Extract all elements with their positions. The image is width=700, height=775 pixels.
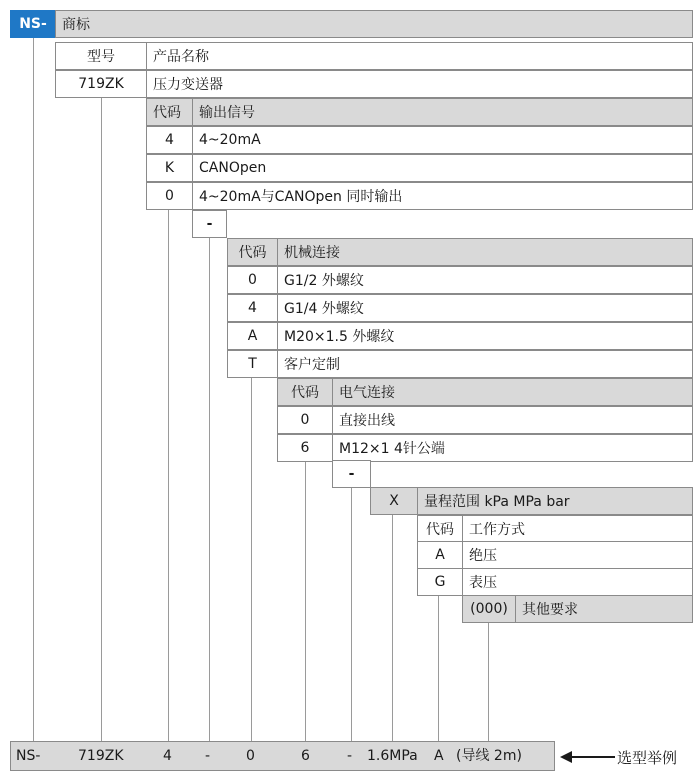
output-signal-label: CANOpen <box>192 154 693 182</box>
connector-line <box>209 238 210 741</box>
example-cell: NS- <box>16 748 41 764</box>
example-cell: - <box>347 748 353 764</box>
mechanical-label: G1/2 外螺纹 <box>277 266 693 294</box>
product-name-value: 压力变送器 <box>146 70 693 98</box>
model-value: 719ZK <box>55 70 147 98</box>
example-cell: 1.6MPa <box>367 748 418 764</box>
mechanical-title: 机械连接 <box>277 238 693 266</box>
connector-line <box>438 596 439 741</box>
electrical-code: 0 <box>277 406 333 434</box>
model-column-header: 型号 <box>55 42 147 70</box>
electrical-code: 6 <box>277 434 333 462</box>
output-signal-label: 4~20mA与CANOpen 同时输出 <box>192 182 693 210</box>
example-label: 选型举例 <box>617 748 678 767</box>
separator-cell: - <box>332 460 371 488</box>
brand-prefix-cell: NS- <box>10 10 56 38</box>
example-cell: A <box>434 748 444 764</box>
working-mode-code: A <box>417 541 463 569</box>
working-mode-code: G <box>417 568 463 596</box>
product-name-column-header: 产品名称 <box>146 42 693 70</box>
output-signal-title: 输出信号 <box>192 98 693 126</box>
range-label: 量程范围 kPa MPa bar <box>417 487 693 515</box>
connector-line <box>305 459 306 741</box>
arrow-left-icon <box>560 751 615 763</box>
example-cell: 0 <box>246 748 255 764</box>
electrical-label: M12×1 4针公端 <box>332 434 693 462</box>
working-mode-label: 表压 <box>462 568 693 596</box>
electrical-label: 直接出线 <box>332 406 693 434</box>
other-label: 其他要求 <box>515 595 693 623</box>
mechanical-code: A <box>227 322 278 350</box>
example-cell: - <box>205 748 211 764</box>
mechanical-label: 客户定制 <box>277 350 693 378</box>
range-code: X <box>370 487 418 515</box>
connector-line <box>101 97 102 741</box>
example-cell: 6 <box>301 748 310 764</box>
working-mode-code-header: 代码 <box>417 515 463 543</box>
other-code: (000) <box>462 595 516 623</box>
example-legend <box>560 746 677 768</box>
connector-line <box>251 374 252 741</box>
connector-line <box>488 623 489 741</box>
mechanical-label: M20×1.5 外螺纹 <box>277 322 693 350</box>
trademark-header: 商标 <box>55 10 693 38</box>
connector-line <box>168 210 169 741</box>
example-cell: (导线 2m) <box>456 748 522 764</box>
working-mode-label: 绝压 <box>462 541 693 569</box>
output-signal-code: K <box>146 154 193 182</box>
electrical-code-header: 代码 <box>277 378 333 406</box>
example-cell: 4 <box>163 748 172 764</box>
mechanical-label: G1/4 外螺纹 <box>277 294 693 322</box>
working-mode-title: 工作方式 <box>462 515 693 543</box>
example-cell: 719ZK <box>78 748 124 764</box>
electrical-title: 电气连接 <box>332 378 693 406</box>
connector-line <box>351 486 352 741</box>
mechanical-code: 4 <box>227 294 278 322</box>
output-signal-label: 4~20mA <box>192 126 693 154</box>
connector-line <box>33 37 34 741</box>
output-signal-code-header: 代码 <box>146 98 193 126</box>
separator-cell: - <box>192 210 227 238</box>
mechanical-code: 0 <box>227 266 278 294</box>
mechanical-code-header: 代码 <box>227 238 278 266</box>
output-signal-code: 4 <box>146 126 193 154</box>
output-signal-code: 0 <box>146 182 193 210</box>
mechanical-code: T <box>227 350 278 378</box>
connector-line <box>392 513 393 741</box>
